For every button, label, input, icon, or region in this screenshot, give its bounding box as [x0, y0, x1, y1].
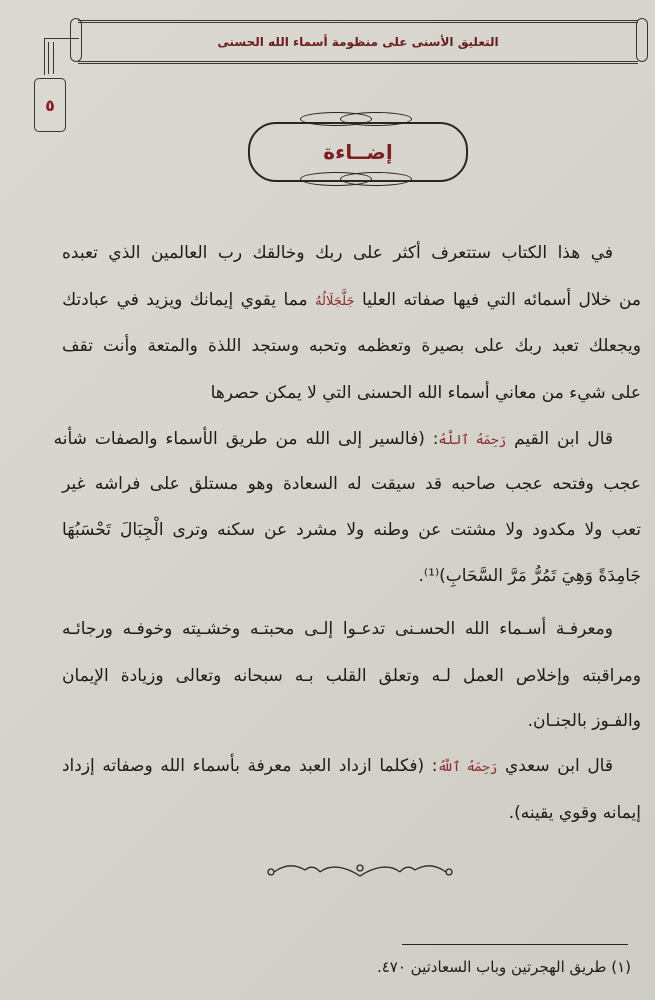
text-segment: قال ابن القيم: [514, 429, 613, 449]
text-line: [62, 285, 641, 315]
section-title: إضــاءة: [323, 140, 393, 164]
text-line: عجب وفتحه عجب صاحبه قد سيقت له السعادة وهو مستلق على فراشه غير: [62, 474, 641, 494]
scroll-ornament-right: [636, 18, 648, 62]
text-segment: : (فالسير إلى الله من طريق الأسماء والصفات شأنه: [53, 429, 439, 449]
text-line: إيمانه وقوي يقينه).: [508, 803, 641, 823]
footnote-separator: [402, 944, 628, 945]
honorific-rahimahu: رَحِمَهُ ٱللَّهُ: [438, 433, 507, 448]
running-title: التعليق الأسنى على منظومة أسماء الله الحسنى: [217, 35, 499, 49]
honorific-rahimahu: رَحِمَهُ ٱللَّهُ: [437, 760, 498, 775]
text-line: ومراقبته وإخلاص العمل لـه وتعلق القلب بـه سبحانه وتعالى وزيادة الإيمان: [62, 666, 641, 686]
text-segment: : (فكلما ازداد العبد معرفة بأسماء الله وصفاته إزداد: [61, 756, 438, 776]
page-number-hanger-strings: [48, 42, 54, 74]
footnote: (١) طريق الهجرتين وباب السعادتين ٤٧٠.: [376, 958, 631, 976]
page-number-box: [34, 78, 66, 132]
section-end-ornament: [265, 860, 455, 884]
text-segment: مما يقوي إيمانك ويزيد في عبادتك: [62, 290, 308, 310]
text-line: على شيء من معاني أسماء الله الحسنى التي لا يمكن حصرها: [210, 383, 641, 403]
text-segment: من خلال أسمائه التي فيها صفاته العليا: [361, 290, 641, 310]
text-line: تعب ولا مكدود ولا مشتت عن وطنه ولا مشرد عن سكنه وترى الْجِبَالَ تَحْسَبُهَا: [62, 520, 641, 540]
honorific-jalla: جَلَّجَلَالُهُ: [315, 294, 355, 309]
text-line: [62, 751, 613, 781]
text-line: ومعرفـة أسـماء الله الحسـنى تدعـوا إلـى محبتـه وخشـيته وخوفـه ورجائـه: [61, 619, 613, 639]
section-title-frame: [248, 122, 468, 182]
text-line: [53, 424, 613, 454]
text-segment: قال ابن سعدي: [504, 756, 613, 776]
text-line: ويجعلك تعبد ربك على بصيرة وتعظمه وتحبه وستجد اللذة والمتعة وأنت تقف: [62, 336, 641, 356]
running-header-banner: [78, 20, 638, 64]
text-line: جَامِدَةً وَهِيَ تَمُرُّ مَرَّ السَّحَابِ)⁽¹⁾.: [418, 566, 641, 586]
text-line: والفـوز بالجنـان.: [527, 711, 641, 731]
text-line: في هذا الكتاب ستتعرف أكثر على ربك وخالقك رب العالمين الذي تعبده: [61, 243, 613, 263]
page-number: ٥: [45, 95, 55, 115]
